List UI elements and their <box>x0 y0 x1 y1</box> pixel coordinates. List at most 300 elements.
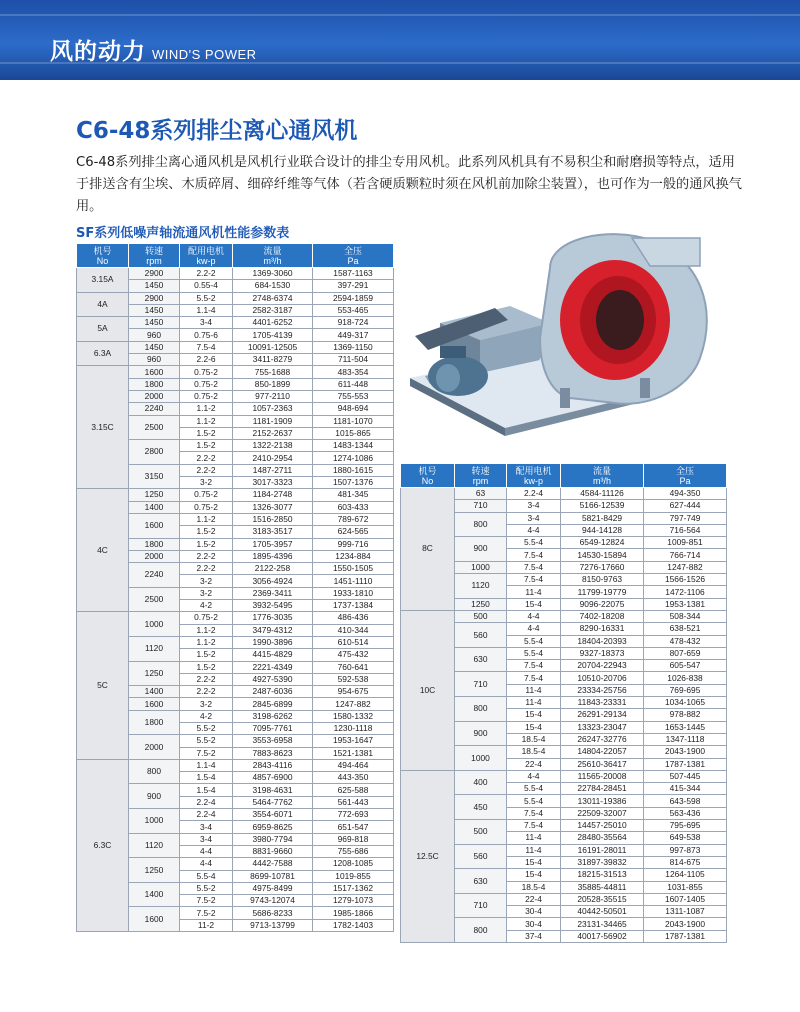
cell-flow: 977-2110 <box>233 390 313 402</box>
cell-speed: 2500 <box>129 415 180 440</box>
cell-motor: 18.5-4 <box>507 733 561 745</box>
page-title: C6-48系列排尘离心通风机 <box>76 118 358 144</box>
performance-table-right <box>400 463 727 943</box>
cell-pressure: 415-344 <box>644 783 727 795</box>
cell-flow: 20528-35515 <box>561 893 644 905</box>
cell-pressure: 1787-1381 <box>644 758 727 770</box>
cell-motor: 7.5-4 <box>507 672 561 684</box>
cell-flow: 9713-13799 <box>233 919 313 931</box>
cell-pressure: 1347-1118 <box>644 733 727 745</box>
cell-motor: 7.5-4 <box>507 807 561 819</box>
cell-pressure: 999-716 <box>313 538 394 550</box>
cell-pressure: 553-465 <box>313 304 394 316</box>
cell-motor: 11-2 <box>180 919 233 931</box>
cell-motor: 7.5-2 <box>180 907 233 919</box>
table-row <box>77 292 394 304</box>
cell-flow: 1184-2748 <box>233 489 313 501</box>
cell-flow: 1990-3896 <box>233 636 313 648</box>
cell-pressure: 1787-1381 <box>644 930 727 942</box>
cell-pressure: 443-350 <box>313 772 394 784</box>
cell-motor: 5.5-2 <box>180 722 233 734</box>
cell-flow: 14530-15894 <box>561 549 644 561</box>
cell-model: 6.3A <box>77 341 129 366</box>
cell-flow: 5686-8233 <box>233 907 313 919</box>
cell-motor: 2.2-2 <box>180 550 233 562</box>
cell-speed: 800 <box>129 759 180 784</box>
cell-flow: 11799-19779 <box>561 586 644 598</box>
cell-speed: 2240 <box>129 563 180 588</box>
cell-flow: 2221-4349 <box>233 661 313 673</box>
cell-pressure: 1247-882 <box>313 698 394 710</box>
cell-flow: 13323-23047 <box>561 721 644 733</box>
cell-flow: 35885-44811 <box>561 881 644 893</box>
cell-flow: 18215-31513 <box>561 869 644 881</box>
cell-speed: 400 <box>455 770 507 795</box>
motor-end-cap <box>436 364 460 392</box>
cell-speed: 900 <box>455 721 507 746</box>
cell-model: 5C <box>77 612 129 760</box>
cell-pressure: 1566-1526 <box>644 574 727 586</box>
header-motor-cn: 配用电机 <box>515 465 552 476</box>
cell-speed: 2500 <box>129 587 180 612</box>
cell-motor: 3-2 <box>180 587 233 599</box>
performance-table-left <box>76 243 394 932</box>
cell-motor: 7.5-4 <box>507 660 561 672</box>
cell-model: 6.3C <box>77 759 129 931</box>
cell-motor: 22-4 <box>507 893 561 905</box>
header-motor-en: kw-p <box>523 475 543 486</box>
cell-flow: 4857-6900 <box>233 772 313 784</box>
cell-motor: 5.5-2 <box>180 735 233 747</box>
cell-speed: 2900 <box>129 292 180 304</box>
cell-pressure: 1782-1403 <box>313 919 394 931</box>
cell-model: 10C <box>401 610 455 770</box>
cell-model: 3.15A <box>77 268 129 293</box>
cell-pressure: 397-291 <box>313 280 394 292</box>
cell-flow: 1057-2363 <box>233 403 313 415</box>
cell-speed: 1250 <box>129 489 180 501</box>
cell-model: 4A <box>77 292 129 317</box>
cell-flow: 3479-4312 <box>233 624 313 636</box>
cell-motor: 18.5-4 <box>507 746 561 758</box>
cell-pressure: 918-724 <box>313 317 394 329</box>
cell-motor: 4-4 <box>507 623 561 635</box>
cell-pressure: 475-432 <box>313 649 394 661</box>
cell-flow: 9743-12074 <box>233 895 313 907</box>
cell-motor: 11-4 <box>507 832 561 844</box>
cell-pressure: 1274-1086 <box>313 452 394 464</box>
cell-pressure: 610-514 <box>313 636 394 648</box>
cell-motor: 5.5-4 <box>507 537 561 549</box>
cell-motor: 2.2-2 <box>180 563 233 575</box>
cell-pressure: 651-547 <box>313 821 394 833</box>
cell-motor: 15-4 <box>507 856 561 868</box>
cell-pressure: 1026-838 <box>644 672 727 684</box>
table-title: SF系列低噪声轴流通风机性能参数表 <box>76 226 290 241</box>
cell-motor: 7.5-2 <box>180 747 233 759</box>
cell-speed: 2000 <box>129 390 180 402</box>
cell-speed: 1800 <box>129 538 180 550</box>
cell-motor: 18.5-4 <box>507 881 561 893</box>
cell-pressure: 997-873 <box>644 844 727 856</box>
cell-motor: 1.5-2 <box>180 649 233 661</box>
cell-motor: 4-4 <box>180 858 233 870</box>
brand-logo <box>50 33 257 66</box>
cell-speed: 800 <box>455 512 507 537</box>
cell-pressure: 508-344 <box>644 610 727 622</box>
cell-pressure: 478-432 <box>644 635 727 647</box>
cell-flow: 1181-1909 <box>233 415 313 427</box>
cell-pressure: 948-694 <box>313 403 394 415</box>
cell-motor: 1.1-2 <box>180 415 233 427</box>
cell-speed: 560 <box>455 623 507 648</box>
cell-speed: 900 <box>455 537 507 562</box>
fan-leg <box>640 378 650 398</box>
cell-pressure: 2594-1859 <box>313 292 394 304</box>
header-banner <box>0 0 800 80</box>
cell-speed: 800 <box>455 918 507 943</box>
cell-motor: 1.5-4 <box>180 772 233 784</box>
cell-motor: 1.5-2 <box>180 661 233 673</box>
cell-motor: 7.5-4 <box>507 561 561 573</box>
cell-speed: 710 <box>455 672 507 697</box>
cell-speed: 1400 <box>129 501 180 513</box>
cell-pressure: 1517-1362 <box>313 882 394 894</box>
cell-motor: 1.5-4 <box>180 784 233 796</box>
cell-speed: 2800 <box>129 440 180 465</box>
cell-flow: 8831-9660 <box>233 845 313 857</box>
cell-motor: 15-4 <box>507 721 561 733</box>
cell-motor: 11-4 <box>507 697 561 709</box>
cell-pressure: 2043-1900 <box>644 746 727 758</box>
cell-flow: 2410-2954 <box>233 452 313 464</box>
cell-speed: 1120 <box>129 636 180 661</box>
cell-speed: 1600 <box>129 513 180 538</box>
cell-pressure: 1031-855 <box>644 881 727 893</box>
cell-motor: 4-4 <box>507 770 561 782</box>
cell-flow: 1705-4139 <box>233 329 313 341</box>
cell-flow: 7883-8623 <box>233 747 313 759</box>
cell-motor: 0.75-2 <box>180 378 233 390</box>
cell-pressure: 2043-1900 <box>644 918 727 930</box>
cell-speed: 800 <box>455 697 507 722</box>
header-flow-en: m³/h <box>593 475 611 486</box>
cell-flow: 684-1530 <box>233 280 313 292</box>
cell-flow: 3553-6958 <box>233 735 313 747</box>
cell-motor: 3-4 <box>507 512 561 524</box>
cell-speed: 1800 <box>129 710 180 735</box>
cell-flow: 8699-10781 <box>233 870 313 882</box>
cell-flow: 14457-25010 <box>561 820 644 832</box>
cell-motor: 3-4 <box>507 500 561 512</box>
fan-inlet-throat <box>596 290 644 350</box>
cell-motor: 2.2-4 <box>180 809 233 821</box>
cell-flow: 850-1899 <box>233 378 313 390</box>
cell-pressure: 1247-882 <box>644 561 727 573</box>
cell-motor: 1.1-2 <box>180 636 233 648</box>
cell-flow: 1487-2711 <box>233 464 313 476</box>
cell-motor: 4-4 <box>507 610 561 622</box>
cell-flow: 40017-56902 <box>561 930 644 942</box>
cell-pressure: 795-695 <box>644 820 727 832</box>
cell-motor: 2.2-4 <box>507 488 561 500</box>
cell-pressure: 1737-1384 <box>313 600 394 612</box>
cell-pressure: 611-448 <box>313 378 394 390</box>
cell-pressure: 624-565 <box>313 526 394 538</box>
header-speed-en: rpm <box>472 475 489 486</box>
cell-pressure: 814-675 <box>644 856 727 868</box>
cell-pressure: 766-714 <box>644 549 727 561</box>
cell-motor: 3-2 <box>180 575 233 587</box>
cell-flow: 4401-6252 <box>233 317 313 329</box>
cell-speed: 1400 <box>129 882 180 907</box>
cell-pressure: 755-553 <box>313 390 394 402</box>
cell-flow: 25610-36417 <box>561 758 644 770</box>
cell-pressure: 755-686 <box>313 845 394 857</box>
cell-flow: 1776-3035 <box>233 612 313 624</box>
cell-pressure: 605-547 <box>644 660 727 672</box>
cell-pressure: 1369-1150 <box>313 341 394 353</box>
cell-flow: 1326-3077 <box>233 501 313 513</box>
cell-flow: 7095-7761 <box>233 722 313 734</box>
cell-pressure: 494-464 <box>313 759 394 771</box>
cell-flow: 40442-50501 <box>561 906 644 918</box>
table-row <box>401 610 727 622</box>
cell-motor: 0.75-2 <box>180 501 233 513</box>
cell-flow: 5166-12539 <box>561 500 644 512</box>
cell-pressure: 627-444 <box>644 500 727 512</box>
header-model-en: No <box>96 255 109 266</box>
cell-pressure: 1580-1332 <box>313 710 394 722</box>
cell-flow: 755-1688 <box>233 366 313 378</box>
cell-pressure: 1311-1087 <box>644 906 727 918</box>
cell-speed: 1600 <box>129 698 180 710</box>
cell-pressure: 1181-1070 <box>313 415 394 427</box>
cell-speed: 1450 <box>129 280 180 292</box>
cell-flow: 4415-4829 <box>233 649 313 661</box>
cell-motor: 5.5-2 <box>180 292 233 304</box>
cell-pressure: 410-344 <box>313 624 394 636</box>
cell-model: 3.15C <box>77 366 129 489</box>
header-pressure <box>644 464 727 488</box>
cell-pressure: 561-443 <box>313 796 394 808</box>
cell-speed: 1000 <box>129 809 180 834</box>
table-body-left <box>77 268 394 932</box>
cell-pressure: 1451-1110 <box>313 575 394 587</box>
cell-pressure: 1019-855 <box>313 870 394 882</box>
cell-flow: 2369-3411 <box>233 587 313 599</box>
cell-flow: 4927-5390 <box>233 673 313 685</box>
brand-name-en: WIND'S POWER <box>152 47 257 62</box>
cell-flow: 1516-2850 <box>233 513 313 525</box>
cell-motor: 5.5-4 <box>507 795 561 807</box>
cell-motor: 3-2 <box>180 477 233 489</box>
cell-flow: 10091-12505 <box>233 341 313 353</box>
cell-pressure: 643-598 <box>644 795 727 807</box>
cell-motor: 7.5-4 <box>180 341 233 353</box>
cell-flow: 3932-5495 <box>233 600 313 612</box>
cell-motor: 7.5-2 <box>180 895 233 907</box>
cell-pressure: 1653-1445 <box>644 721 727 733</box>
cell-speed: 1000 <box>455 561 507 573</box>
cell-pressure: 1985-1866 <box>313 907 394 919</box>
cell-motor: 5.5-4 <box>180 870 233 882</box>
table-header-row <box>77 244 394 268</box>
header-speed-cn: 转速 <box>471 465 490 476</box>
cell-speed: 630 <box>455 869 507 894</box>
header-model <box>77 244 129 268</box>
cell-motor: 37-4 <box>507 930 561 942</box>
cell-motor: 30-4 <box>507 906 561 918</box>
header-flow-cn: 流量 <box>592 465 611 476</box>
cell-flow: 5464-7762 <box>233 796 313 808</box>
cell-pressure: 1234-884 <box>313 550 394 562</box>
cell-pressure: 1953-1381 <box>644 598 727 610</box>
header-speed <box>129 244 180 268</box>
cell-flow: 3411-8279 <box>233 354 313 366</box>
header-speed-en: rpm <box>146 255 162 266</box>
cell-motor: 15-4 <box>507 869 561 881</box>
header-speed <box>455 464 507 488</box>
cell-flow: 4442-7588 <box>233 858 313 870</box>
cell-pressure: 969-818 <box>313 833 394 845</box>
cell-speed: 710 <box>455 500 507 512</box>
cell-pressure: 1472-1106 <box>644 586 727 598</box>
cell-motor: 0.75-2 <box>180 612 233 624</box>
cell-motor: 1.1-4 <box>180 759 233 771</box>
cell-flow: 7402-18208 <box>561 610 644 622</box>
cell-flow: 3017-3323 <box>233 477 313 489</box>
header-flow-en: m³/h <box>263 255 282 266</box>
cell-motor: 0.75-2 <box>180 489 233 501</box>
cell-pressure: 1015-865 <box>313 427 394 439</box>
cell-motor: 3-4 <box>180 317 233 329</box>
header-pressure-en: Pa <box>679 475 691 486</box>
cell-motor: 1.1-2 <box>180 513 233 525</box>
cell-pressure: 1034-1065 <box>644 697 727 709</box>
cell-speed: 560 <box>455 844 507 869</box>
cell-speed: 1450 <box>129 304 180 316</box>
header-model-en: No <box>421 475 434 486</box>
table-row <box>77 366 394 378</box>
cell-flow: 3198-6262 <box>233 710 313 722</box>
cell-flow: 13011-19386 <box>561 795 644 807</box>
cell-pressure: 507-445 <box>644 770 727 782</box>
cell-pressure: 1208-1085 <box>313 858 394 870</box>
cell-flow: 2582-3187 <box>233 304 313 316</box>
cell-model: 12.5C <box>401 770 455 942</box>
cell-speed: 1250 <box>129 661 180 686</box>
cell-flow: 1895-4396 <box>233 550 313 562</box>
cell-speed: 1450 <box>129 317 180 329</box>
cell-pressure: 1880-1615 <box>313 464 394 476</box>
cell-pressure: 807-659 <box>644 647 727 659</box>
cell-motor: 5.5-4 <box>507 783 561 795</box>
cell-flow: 22509-32007 <box>561 807 644 819</box>
cell-pressure: 1230-1118 <box>313 722 394 734</box>
cell-speed: 500 <box>455 610 507 622</box>
cell-flow: 8290-16331 <box>561 623 644 635</box>
cell-speed: 450 <box>455 795 507 820</box>
cell-flow: 4584-11126 <box>561 488 644 500</box>
cell-flow: 3554-6071 <box>233 809 313 821</box>
cell-motor: 1.1-2 <box>180 624 233 636</box>
cell-flow: 6959-8625 <box>233 821 313 833</box>
table-row <box>77 759 394 771</box>
table-row <box>77 268 394 280</box>
cell-flow: 2487-6036 <box>233 686 313 698</box>
cell-motor: 3-4 <box>180 833 233 845</box>
cell-motor: 1.5-2 <box>180 440 233 452</box>
cell-motor: 15-4 <box>507 598 561 610</box>
cell-pressure: 772-693 <box>313 809 394 821</box>
header-motor-cn: 配用电机 <box>187 245 224 256</box>
table-row <box>401 488 727 500</box>
cell-pressure: 769-695 <box>644 684 727 696</box>
cell-flow: 1322-2138 <box>233 440 313 452</box>
cell-motor: 4-4 <box>180 845 233 857</box>
centrifugal-fan-illustration <box>400 228 726 440</box>
cell-flow: 11565-20008 <box>561 770 644 782</box>
cell-flow: 6549-12824 <box>561 537 644 549</box>
header-speed-cn: 转速 <box>144 245 163 256</box>
cell-motor: 1.5-2 <box>180 538 233 550</box>
cell-flow: 8150-9763 <box>561 574 644 586</box>
cell-pressure: 494-350 <box>644 488 727 500</box>
cell-flow: 26247-32776 <box>561 733 644 745</box>
header-model <box>401 464 455 488</box>
cell-pressure: 1279-1073 <box>313 895 394 907</box>
cell-flow: 2152-2637 <box>233 427 313 439</box>
cell-flow: 3980-7794 <box>233 833 313 845</box>
cell-motor: 2.2-2 <box>180 686 233 698</box>
header-flow <box>561 464 644 488</box>
cell-motor: 11-4 <box>507 684 561 696</box>
cell-model: 8C <box>401 488 455 611</box>
cell-motor: 4-2 <box>180 710 233 722</box>
cell-flow: 31897-39832 <box>561 856 644 868</box>
cell-flow: 16191-28011 <box>561 844 644 856</box>
cell-flow: 18404-20393 <box>561 635 644 647</box>
cell-motor: 0.75-2 <box>180 366 233 378</box>
cell-pressure: 978-882 <box>644 709 727 721</box>
cell-motor: 1.1-2 <box>180 403 233 415</box>
cell-speed: 710 <box>455 893 507 918</box>
cell-motor: 0.75-2 <box>180 390 233 402</box>
cell-speed: 1000 <box>129 612 180 637</box>
header-flow-cn: 流量 <box>263 245 282 256</box>
cell-pressure: 1009-851 <box>644 537 727 549</box>
cell-motor: 7.5-4 <box>507 549 561 561</box>
cell-flow: 23131-34465 <box>561 918 644 930</box>
header-pressure-cn: 全压 <box>343 245 362 256</box>
cell-motor: 2.2-2 <box>180 268 233 280</box>
cell-flow: 10510-20706 <box>561 672 644 684</box>
header-pressure-en: Pa <box>347 255 359 266</box>
cell-pressure: 481-345 <box>313 489 394 501</box>
cell-flow: 26291-29134 <box>561 709 644 721</box>
cell-flow: 9096-22075 <box>561 598 644 610</box>
cell-pressure: 625-588 <box>313 784 394 796</box>
banner-stripe <box>0 14 800 16</box>
cell-motor: 2.2-6 <box>180 354 233 366</box>
cell-motor: 30-4 <box>507 918 561 930</box>
cell-motor: 1.5-2 <box>180 526 233 538</box>
cell-pressure: 603-433 <box>313 501 394 513</box>
brand-name-cn: 风的动力 <box>50 39 146 65</box>
cell-speed: 900 <box>129 784 180 809</box>
cell-motor: 3-4 <box>180 821 233 833</box>
